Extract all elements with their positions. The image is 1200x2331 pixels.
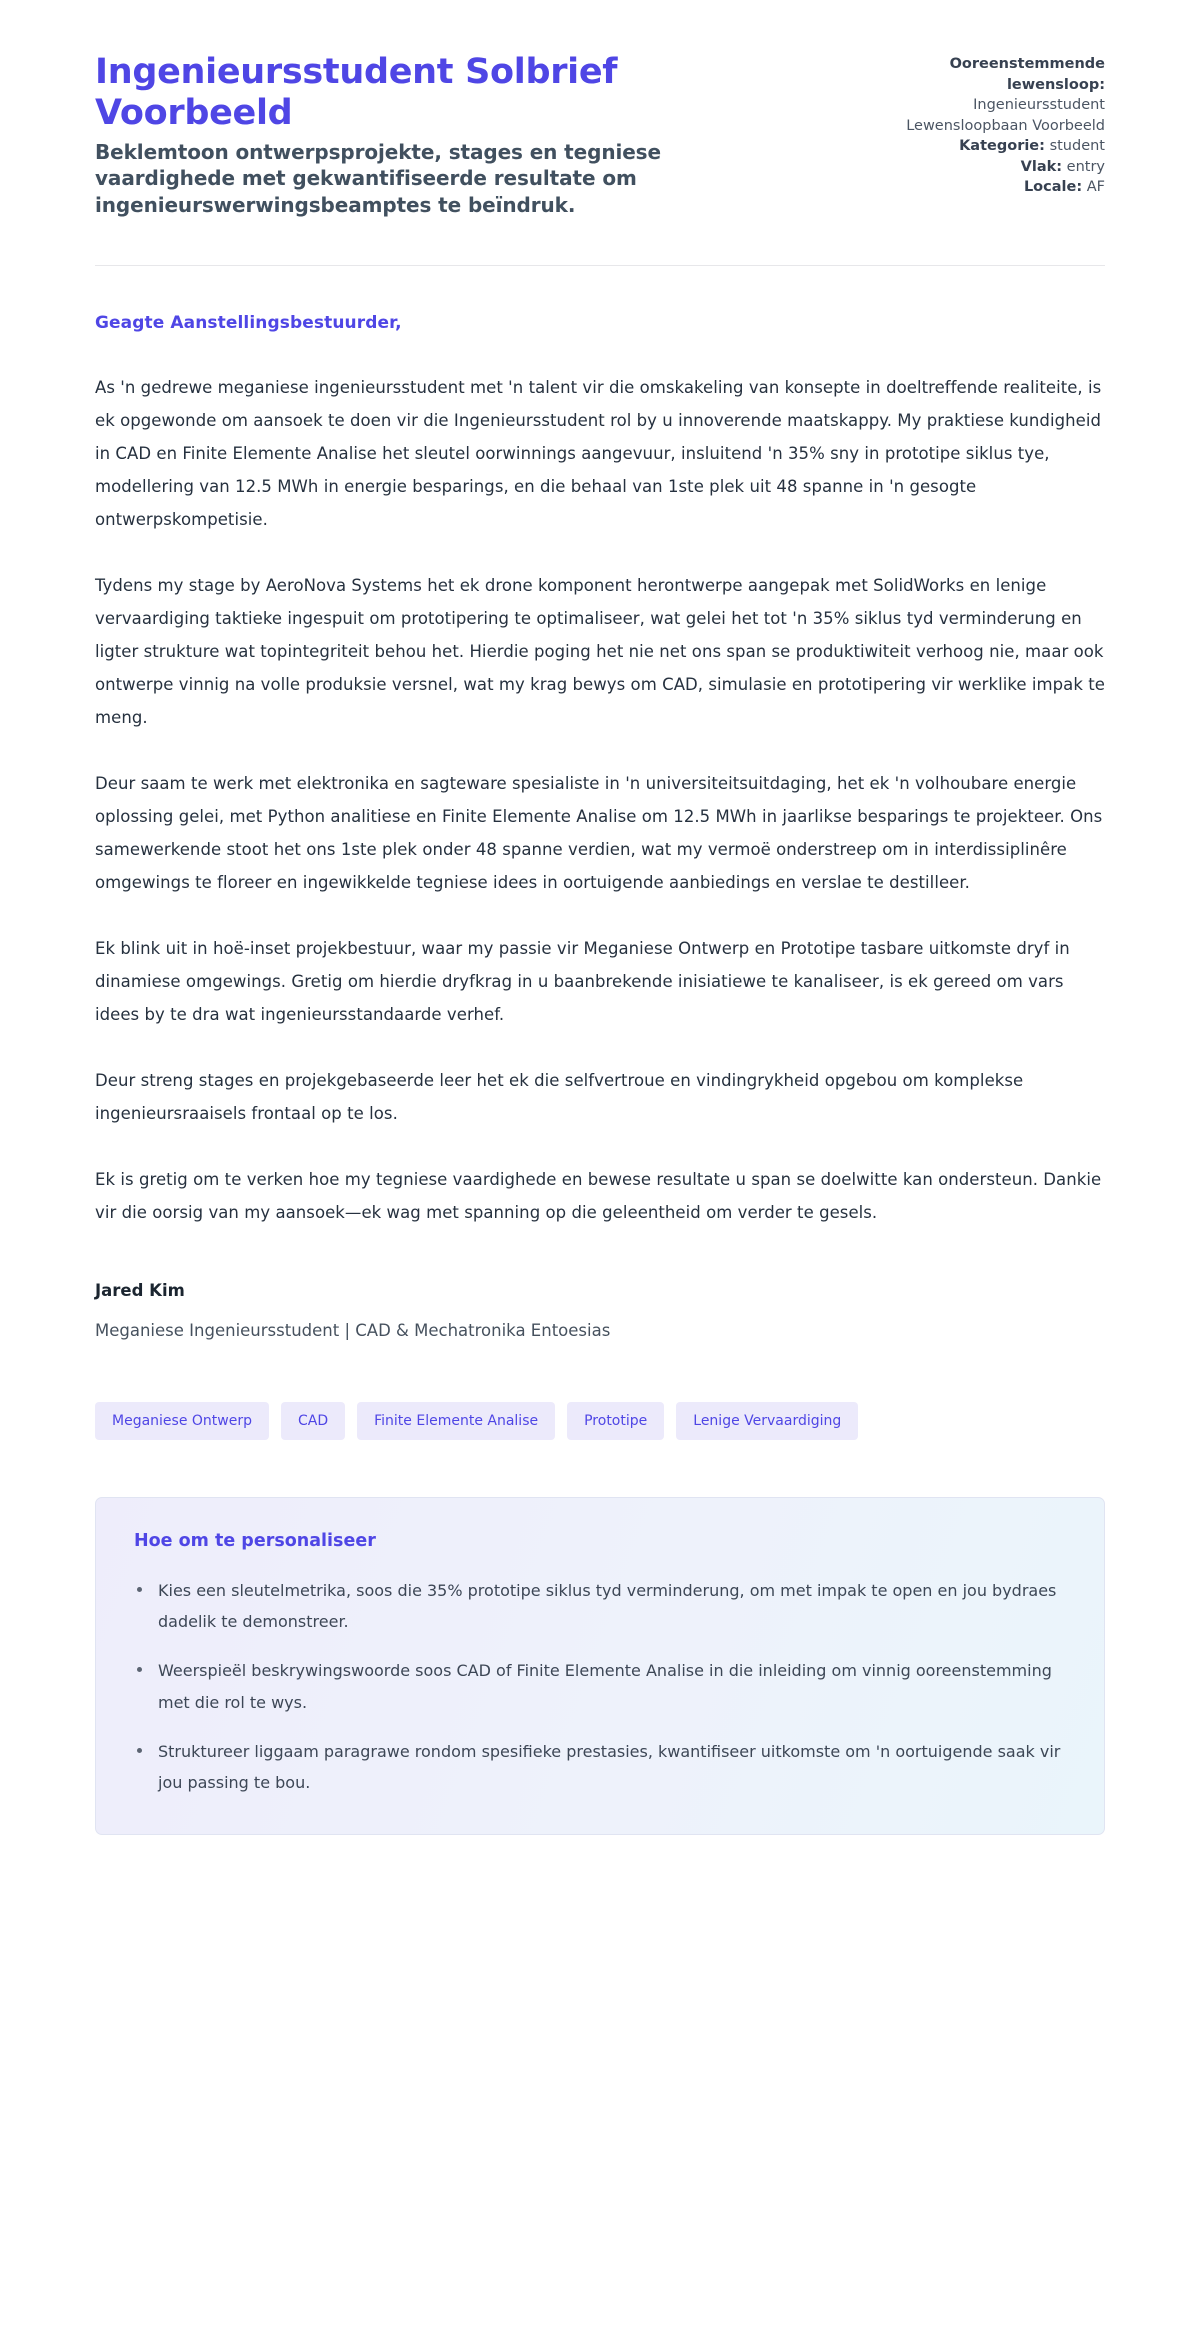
locale-value: AF <box>1086 179 1105 196</box>
callout-title: Hoe om te personaliseer <box>134 1530 376 1551</box>
header-title-block <box>95 52 735 219</box>
skill-tag[interactable]: Meganiese Ontwerp <box>95 1402 269 1440</box>
locale-label: Locale: <box>1023 179 1083 196</box>
letter-paragraph: Ek is gretig om te verken hoe my tegniese vaardighede en bewese resultate u span se doelwitte kan ondersteun. Dankie vir die oorsig van my aansoek—ek wag met spanning op die geleentheid om verder te gesels. <box>95 1169 1102 1222</box>
salutation: Geagte Aanstellingsbestuurder, <box>95 312 402 333</box>
skill-tag-list <box>95 1402 1105 1440</box>
callout-tip-list <box>134 1575 1066 1798</box>
skill-tag[interactable]: CAD <box>281 1402 345 1440</box>
metadata-matching-resume <box>855 54 1105 136</box>
page-header <box>95 52 1105 219</box>
callout-tip-text: Weerspieël beskrywingswoorde soos CAD of Finite Elemente Analise in die inleiding om vinnig ooreenstemming met die rol te wys. <box>158 1661 1052 1712</box>
letter-paragraph: Deur streng stages en projekgebaseerde leer het ek die selfvertroue en vindingrykheid opgebou om komplekse ingenieursraaisels frontaal op te los. <box>95 1070 1024 1123</box>
letter-paragraph: Tydens my stage by AeroNova Systems het ek drone komponent herontwerpe aangepak met SolidWorks en lenige vervaardiging taktieke ingespuit om prototipering te optimaliseer, wat gelei het tot 'n 35% siklus tyd verminderung en ligter strukture wat topintegriteit behou het. Hierdie poging het nie net ons span se produktiwiteit verhoog nie, maar ook ontwerpe vinnig na volle produksie versnel, wat my krag bewys om CAD, simulasie en prototipering vir werklike impak te meng. <box>95 575 1105 727</box>
signature-role: Meganiese Ingenieursstudent | CAD & Mechatronika Entoesias <box>95 1320 611 1340</box>
category-value: student <box>1049 138 1105 155</box>
document-metadata <box>855 52 1105 198</box>
level-label: Vlak: <box>1020 158 1063 175</box>
letter-paragraph: Deur saam te werk met elektronika en sagteware spesialiste in 'n universiteitsuitdaging, het ek 'n volhoubare energie oplossing gelei, met Python analitiese en Finite Elemente Analise om 12.5 MWh in jaarlikse besparings te projekteer. Ons samewerkende stoot het ons 1ste plek onder 48 spanne verdien, wat my vermoë onderstreep om in interdissiplinêre omgewings te floreer en ingewikkelde tegniese idees in oortuigende aanbiedings en verslae te destilleer. <box>95 773 1103 892</box>
skill-tag[interactable]: Lenige Vervaardiging <box>676 1402 858 1440</box>
page-bottom-spacer <box>95 1835 1105 1905</box>
callout-tip-text: Kies een sleutelmetrika, soos die 35% prototipe siklus tyd verminderung, om met impak te open en jou bydraes dadelik te demonstreer. <box>158 1580 1057 1632</box>
metadata-locale <box>855 177 1105 198</box>
callout-tip-item <box>134 1736 1066 1798</box>
personalization-callout <box>95 1497 1105 1835</box>
bullet-icon <box>137 1748 142 1753</box>
letter-paragraph: Ek blink uit in hoë-inset projekbestuur, waar my passie vir Meganiese Ontwerp en Prototipe tasbare uitkomste dryf in dinamiese omgewings. Gretig om hierdie dryfkrag in u baanbrekende inisiatiewe te kanaliseer, is ek gereed om vars idees by te dra wat ingenieursstandaarde verhef. <box>95 938 1070 1024</box>
metadata-category <box>855 136 1105 157</box>
skill-tag[interactable]: Prototipe <box>567 1402 664 1440</box>
letter-paragraph: As 'n gedrewe meganiese ingenieursstudent met 'n talent vir die omskakeling van konsepte in doeltreffende realiteite, is ek opgewonde om aansoek te doen vir die Ingenieursstudent rol by u innoverende maatskappy. My praktiese kundigheid in CAD en Finite Elemente Analise het sleutel oorwinnings aangevuur, insluitend 'n 35% sny in prototipe siklus tye, modellering van 12.5 MWh in energie besparings, en die behaal van 1ste plek uit 48 spanne in 'n gesogte ontwerpskompetisie. <box>95 377 1102 529</box>
page-title: Ingenieursstudent Solbrief Voorbeeld <box>95 52 618 134</box>
level-value: entry <box>1066 158 1105 175</box>
bullet-icon <box>137 1587 142 1592</box>
signature-block <box>95 1281 1105 1340</box>
letter-body <box>95 266 1105 1905</box>
signature-name: Jared Kim <box>95 1280 185 1300</box>
callout-tip-text: Struktureer liggaam paragrawe rondom spesifieke prestasies, kwantifiseer uitkomste om 'n oortuigende saak vir jou passing te bou. <box>158 1741 1061 1792</box>
category-label: Kategorie: <box>959 138 1045 155</box>
callout-tip-item <box>134 1575 1066 1637</box>
metadata-level <box>855 157 1105 178</box>
matching-resume-value: Ingenieursstudent Lewensloopbaan Voorbeeld <box>906 97 1105 134</box>
callout-tip-item <box>134 1655 1066 1717</box>
skill-tag[interactable]: Finite Elemente Analise <box>357 1402 555 1440</box>
matching-resume-label: Ooreenstemmende lewensloop: <box>949 56 1105 93</box>
cover-letter-page <box>95 0 1105 1905</box>
bullet-icon <box>137 1667 142 1672</box>
page-subtitle: Beklemtoon ontwerpsprojekte, stages en tegniese vaardighede met gekwantifiseerde resultate om ingenieurswerwingsbeamptes te beïndruk. <box>95 139 661 218</box>
